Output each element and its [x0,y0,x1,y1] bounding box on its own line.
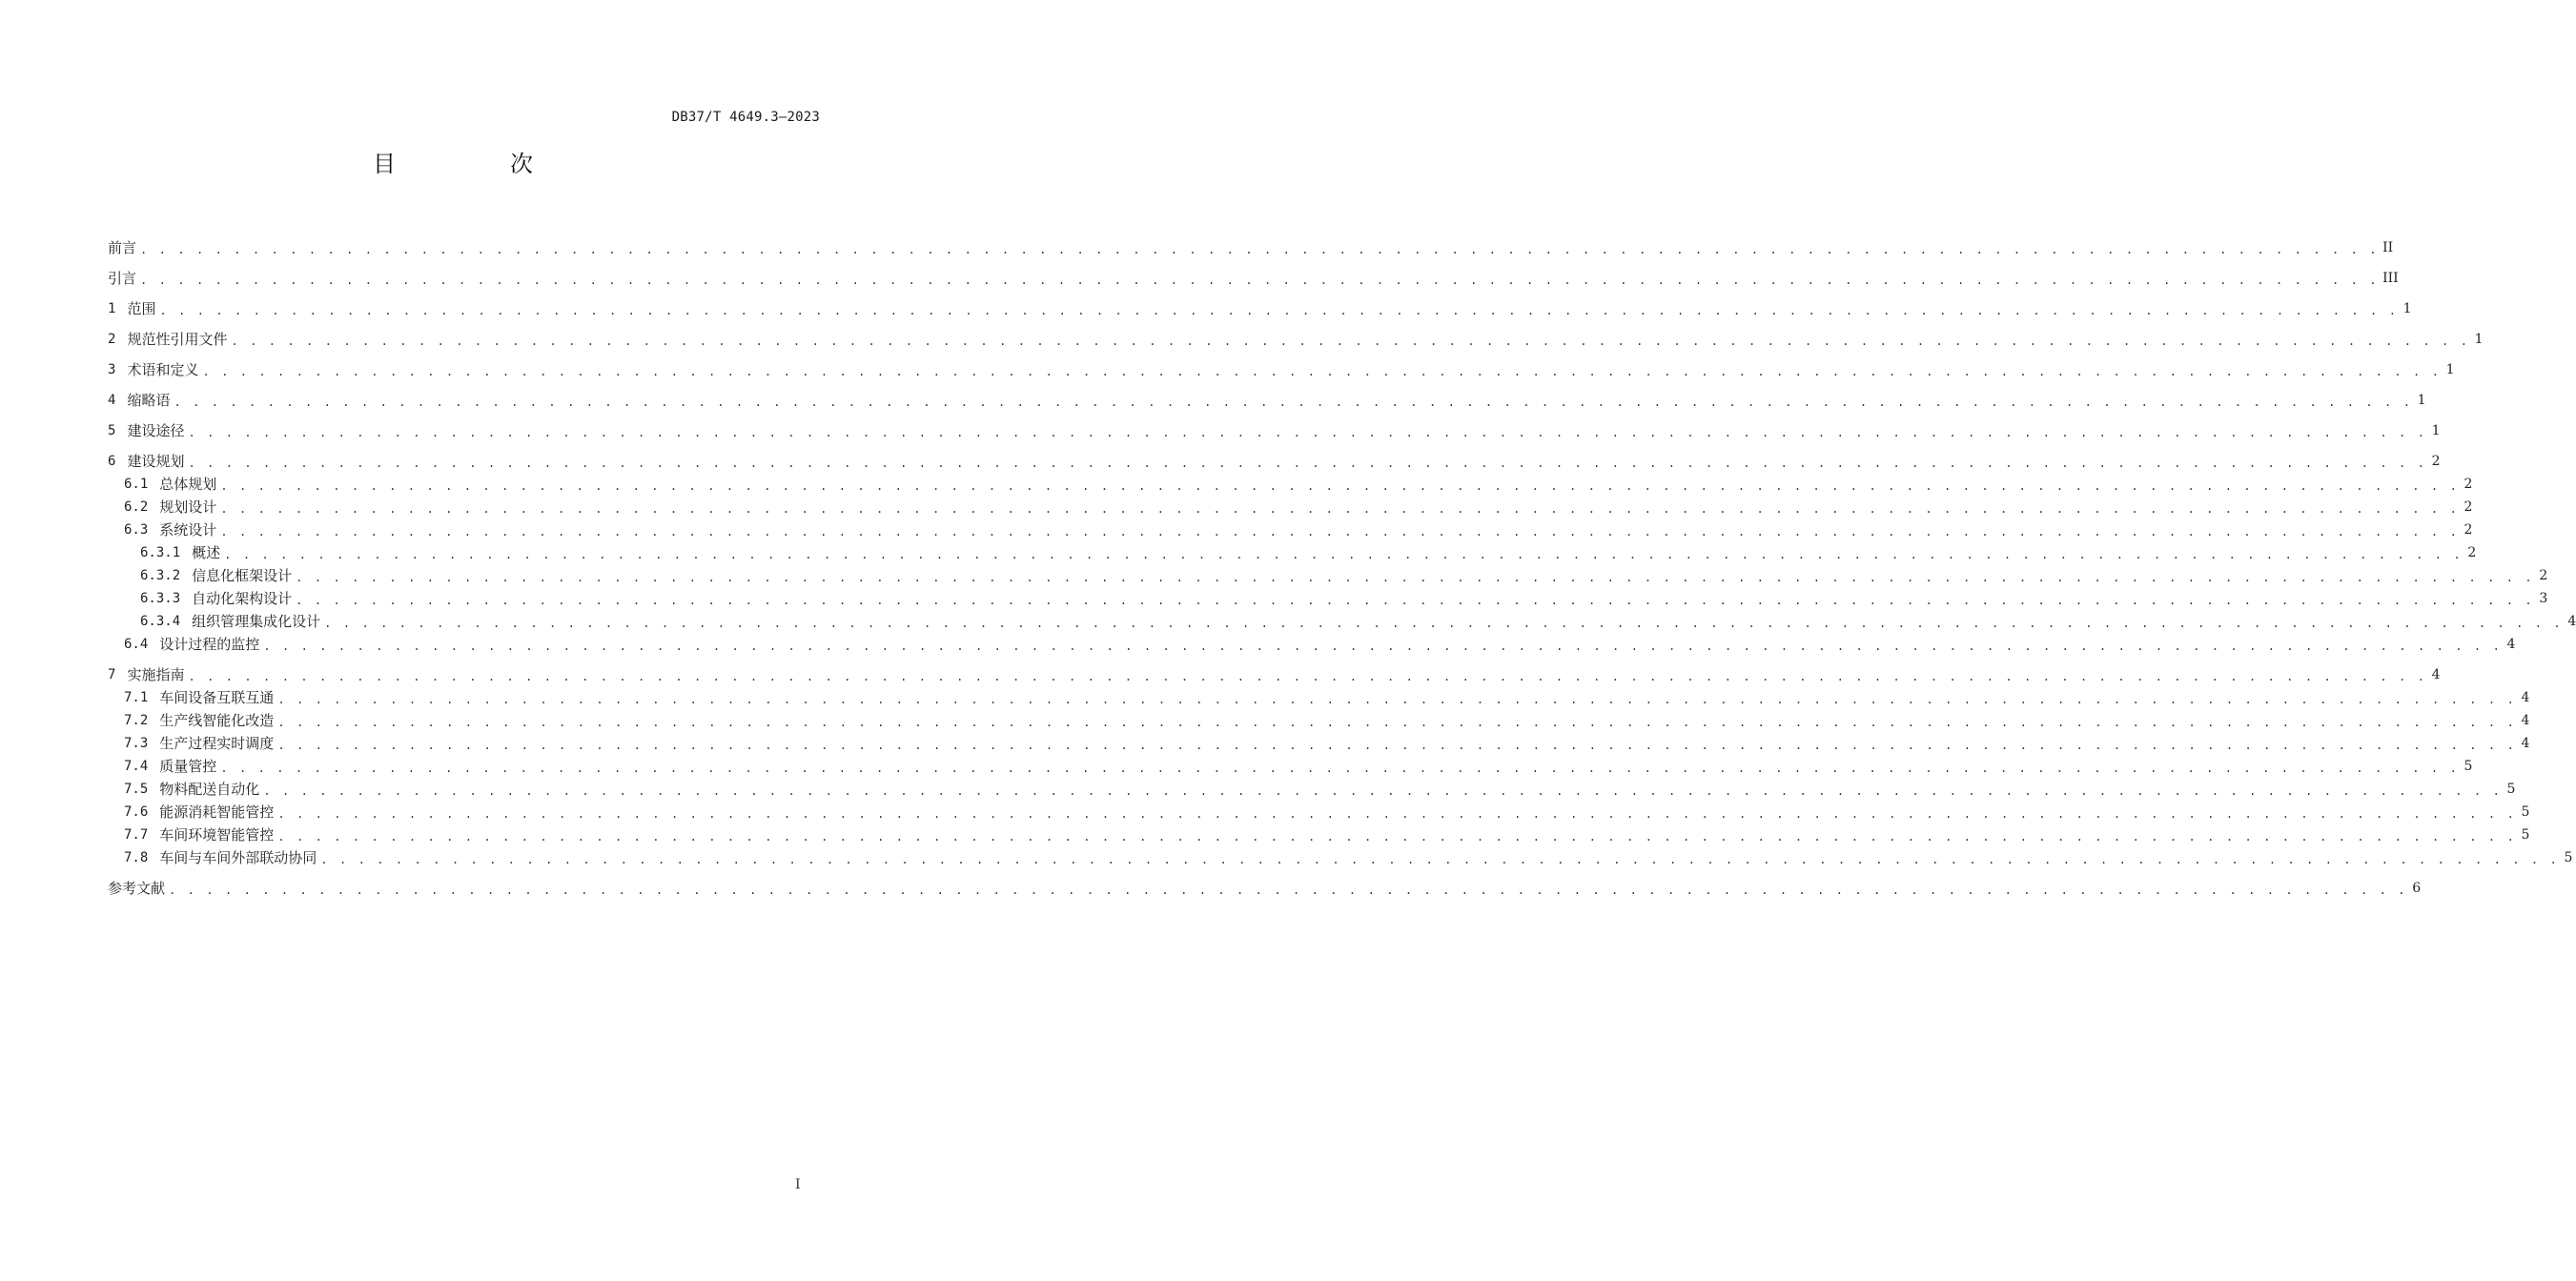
toc-entry-number: 6 [108,454,116,469]
toc-entry-page: 3 [2539,591,2548,606]
toc-entry[interactable] [108,349,2455,379]
toc-entry[interactable] [108,318,2484,349]
toc-entry-label: 建设途径 [127,422,185,439]
toc-entry-number: 7.5 [124,782,149,797]
toc-entry-page: 4 [2506,637,2516,652]
toc-entry-label: 概述 [192,544,221,561]
toc-entry[interactable] [108,776,2516,799]
toc-entry-label: 参考文献 [108,880,166,897]
toc-entry-number: 7.7 [124,827,149,843]
toc-entry[interactable] [108,440,2441,471]
toc-entry-number: 7.2 [124,713,149,728]
page-title: 目 次 [373,151,579,177]
toc-entry-page: 1 [2417,393,2426,408]
toc-entry-page: 5 [2506,782,2516,797]
toc-entry[interactable] [108,631,2516,654]
dot-leader: . . . . . . . . . . . . . . . . . . . . . . . . . . . . . . . . . . . . . . . . . . . . . . . . . . . . . . . . . . . . . . . . . . . . . . . . . . . . . . . . . . . . . . . . . . . . . . . . . . . . . . . . . . . . . . . . . . . . . . . . [220,762,2460,775]
toc-entry-page: 2 [2431,454,2441,469]
toc-entry-number: 6.2 [124,499,149,515]
toc-entry-label: 实施指南 [127,666,185,683]
toc-entry[interactable] [108,494,2473,517]
toc-entry[interactable] [108,517,2473,539]
toc-entry-label: 规划设计 [159,498,217,516]
toc-entry-label: 术语和定义 [127,361,199,378]
toc-entry-label: 引言 [108,270,137,287]
toc-entry-page: 5 [2521,804,2530,820]
toc-entry-page: 4 [2521,736,2530,751]
toc-entry-page: 2 [2539,568,2548,583]
toc-entry-label: 前言 [108,239,137,256]
toc-entry-number: 6.4 [124,637,149,652]
toc-entry[interactable] [108,730,2530,753]
toc-entry-page: III [2382,271,2399,286]
dot-leader: . . . . . . . . . . . . . . . . . . . . . . . . . . . . . . . . . . . . . . . . . . . . . . . . . . . . . . . . . . . . . . . . . . . . . . . . . . . . . . . . . . . . . . . . . . . . . . . . . . . . . . . . . . . . . . . . . . . . . . . . [169,884,2408,897]
toc-entry-label: 质量管控 [159,758,217,775]
toc-entry-label: 生产线智能化改造 [159,712,275,729]
toc-entry[interactable] [108,288,2412,318]
dot-leader: . . . . . . . . . . . . . . . . . . . . . . . . . . . . . . . . . . . . . . . . . . . . . . . . . . . . . . . . . . . . . . . . . . . . . . . . . . . . . . . . . . . . . . . . . . . . . . . . . . . . . . . . . . . . . . . . . . . . . . . . [159,304,2399,317]
toc-entry-label: 车间环境智能管控 [159,826,275,844]
toc-entry-page: 1 [2402,301,2412,316]
toc-entry[interactable] [108,753,2473,776]
toc-entry-page: 5 [2521,827,2530,843]
toc-entry-label: 生产过程实时调度 [159,735,275,752]
toc-entry-page: 4 [2567,614,2576,629]
toc-entry-number: 2 [108,332,116,347]
toc-entry-number: 7.8 [124,850,149,865]
toc-entry[interactable] [108,799,2530,822]
toc-entry-number: 7.4 [124,759,149,774]
toc-entry[interactable] [108,654,2441,684]
toc-entry-page: 2 [2467,545,2477,560]
dot-leader: . . . . . . . . . . . . . . . . . . . . . . . . . . . . . . . . . . . . . . . . . . . . . . . . . . . . . . . . . . . . . . . . . . . . . . . . . . . . . . . . . . . . . . . . . . . . . . . . . . . . . . . . . . . . . . . . . . . . . . . . [224,548,2464,561]
toc-entry-label: 缩略语 [127,392,171,409]
toc-entry-label: 车间与车间外部联动协同 [159,849,317,866]
footer-page-number: I [795,1177,801,1192]
toc-entry-page: 5 [2464,759,2473,774]
toc-entry-label: 车间设备互联互通 [159,689,275,706]
toc-entry-label: 设计过程的监控 [159,636,260,653]
toc-entry-label: 能源消耗智能管控 [159,803,275,821]
toc-entry-number: 6.3.2 [140,568,181,583]
dot-leader: . . . . . . . . . . . . . . . . . . . . . . . . . . . . . . . . . . . . . . . . . . . . . . . . . . . . . . . . . . . . . . . . . . . . . . . . . . . . . . . . . . . . . . . . . . . . . . . . . . . . . . . . . . . . . . . . . . . . . . . . [220,479,2460,493]
dot-leader: . . . . . . . . . . . . . . . . . . . . . . . . . . . . . . . . . . . . . . . . . . . . . . . . . . . . . . . . . . . . . . . . . . . . . . . . . . . . . . . . . . . . . . . . . . . . . . . . . . . . . . . . . . . . . . . . . . . . . . . . [263,640,2503,653]
toc-entry[interactable] [108,822,2530,844]
toc-entry-number: 7 [108,667,116,682]
toc-entry[interactable] [108,585,2548,608]
toc-entry-page: 6 [2412,881,2422,896]
toc-entry-number: 7.3 [124,736,149,751]
toc-entry-page: 2 [2464,499,2473,515]
toc-entry-page: 2 [2464,522,2473,538]
dot-leader: . . . . . . . . . . . . . . . . . . . . . . . . . . . . . . . . . . . . . . . . . . . . . . . . . . . . . . . . . . . . . . . . . . . . . . . . . . . . . . . . . . . . . . . . . . . . . . . . . . . . . . . . . . . . . . . . . . . . . . . . [277,739,2517,752]
toc-entry-label: 建设规划 [127,453,185,470]
table-of-contents [108,227,2576,898]
dot-leader: . . . . . . . . . . . . . . . . . . . . . . . . . . . . . . . . . . . . . . . . . . . . . . . . . . . . . . . . . . . . . . . . . . . . . . . . . . . . . . . . . . . . . . . . . . . . . . . . . . . . . . . . . . . . . . . . . . . . . . . . [174,396,2413,409]
toc-entry-page: 4 [2431,667,2441,682]
toc-entry-label: 组织管理集成化设计 [192,613,321,630]
toc-entry[interactable] [108,684,2530,707]
toc-entry-page: 1 [2445,362,2455,377]
toc-entry-page: 4 [2521,690,2530,705]
toc-entry[interactable] [108,562,2548,585]
toc-entry-page: 4 [2521,713,2530,728]
toc-entry-page: 1 [2431,423,2441,438]
toc-entry-number: 1 [108,301,116,316]
toc-entry[interactable] [108,257,2399,288]
dot-leader: . . . . . . . . . . . . . . . . . . . . . . . . . . . . . . . . . . . . . . . . . . . . . . . . . . . . . . . . . . . . . . . . . . . . . . . . . . . . . . . . . . . . . . . . . . . . . . . . . . . . . . . . . . . . . . . . . . . . . . . . [220,525,2460,539]
toc-entry-label: 信息化框架设计 [192,567,293,584]
toc-entry-number: 6.3 [124,522,149,538]
document-id: DB37/T 4649.3—2023 [671,110,820,125]
toc-entry-page: 2 [2464,477,2473,492]
dot-leader: . . . . . . . . . . . . . . . . . . . . . . . . . . . . . . . . . . . . . . . . . . . . . . . . . . . . . . . . . . . . . . . . . . . . . . . . . . . . . . . . . . . . . . . . . . . . . . . . . . . . . . . . . . . . . . . . . . . . . . . . [231,335,2470,348]
toc-entry-label: 规范性引用文件 [127,331,228,348]
dot-leader: . . . . . . . . . . . . . . . . . . . . . . . . . . . . . . . . . . . . . . . . . . . . . . . . . . . . . . . . . . . . . . . . . . . . . . . . . . . . . . . . . . . . . . . . . . . . . . . . . . . . . . . . . . . . . . . . . . . . . . . . [324,617,2564,630]
dot-leader: . . . . . . . . . . . . . . . . . . . . . . . . . . . . . . . . . . . . . . . . . . . . . . . . . . . . . . . . . . . . . . . . . . . . . . . . . . . . . . . . . . . . . . . . . . . . . . . . . . . . . . . . . . . . . . . . . . . . . . . . [220,502,2460,516]
toc-entry[interactable] [108,867,2422,898]
dot-leader: . . . . . . . . . . . . . . . . . . . . . . . . . . . . . . . . . . . . . . . . . . . . . . . . . . . . . . . . . . . . . . . . . . . . . . . . . . . . . . . . . . . . . . . . . . . . . . . . . . . . . . . . . . . . . . . . . . . . . . . . [277,807,2517,821]
toc-entry-page: 1 [2474,332,2484,347]
toc-entry-number: 6.3.3 [140,591,181,606]
toc-entry-label: 范围 [127,300,156,317]
toc-entry-page: 5 [2564,850,2573,865]
dot-leader: . . . . . . . . . . . . . . . . . . . . . . . . . . . . . . . . . . . . . . . . . . . . . . . . . . . . . . . . . . . . . . . . . . . . . . . . . . . . . . . . . . . . . . . . . . . . . . . . . . . . . . . . . . . . . . . . . . . . . . . . [140,243,2380,256]
toc-entry[interactable] [108,539,2477,562]
toc-entry[interactable] [108,410,2441,440]
dot-leader: . . . . . . . . . . . . . . . . . . . . . . . . . . . . . . . . . . . . . . . . . . . . . . . . . . . . . . . . . . . . . . . . . . . . . . . . . . . . . . . . . . . . . . . . . . . . . . . . . . . . . . . . . . . . . . . . . . . . . . . . [320,853,2560,866]
toc-entry-label: 系统设计 [159,521,217,539]
toc-entry-number: 6.3.4 [140,614,181,629]
toc-entry-number: 7.6 [124,804,149,820]
toc-entry[interactable] [108,608,2576,631]
dot-leader: . . . . . . . . . . . . . . . . . . . . . . . . . . . . . . . . . . . . . . . . . . . . . . . . . . . . . . . . . . . . . . . . . . . . . . . . . . . . . . . . . . . . . . . . . . . . . . . . . . . . . . . . . . . . . . . . . . . . . . . . [296,594,2535,607]
dot-leader: . . . . . . . . . . . . . . . . . . . . . . . . . . . . . . . . . . . . . . . . . . . . . . . . . . . . . . . . . . . . . . . . . . . . . . . . . . . . . . . . . . . . . . . . . . . . . . . . . . . . . . . . . . . . . . . . . . . . . . . . [202,365,2442,378]
toc-entry-label: 自动化架构设计 [192,590,293,607]
toc-entry-number: 6.3.1 [140,545,181,560]
dot-leader: . . . . . . . . . . . . . . . . . . . . . . . . . . . . . . . . . . . . . . . . . . . . . . . . . . . . . . . . . . . . . . . . . . . . . . . . . . . . . . . . . . . . . . . . . . . . . . . . . . . . . . . . . . . . . . . . . . . . . . . . [277,716,2517,729]
dot-leader: . . . . . . . . . . . . . . . . . . . . . . . . . . . . . . . . . . . . . . . . . . . . . . . . . . . . . . . . . . . . . . . . . . . . . . . . . . . . . . . . . . . . . . . . . . . . . . . . . . . . . . . . . . . . . . . . . . . . . . . . [188,457,2427,470]
toc-entry-label: 总体规划 [159,476,217,493]
toc-entry-label: 物料配送自动化 [159,781,260,798]
dot-leader: . . . . . . . . . . . . . . . . . . . . . . . . . . . . . . . . . . . . . . . . . . . . . . . . . . . . . . . . . . . . . . . . . . . . . . . . . . . . . . . . . . . . . . . . . . . . . . . . . . . . . . . . . . . . . . . . . . . . . . . . [188,670,2427,683]
toc-entry[interactable] [108,471,2473,494]
toc-entry-number: 6.1 [124,477,149,492]
toc-entry-number: 4 [108,393,116,408]
toc-entry-page: II [2382,240,2394,255]
dot-leader: . . . . . . . . . . . . . . . . . . . . . . . . . . . . . . . . . . . . . . . . . . . . . . . . . . . . . . . . . . . . . . . . . . . . . . . . . . . . . . . . . . . . . . . . . . . . . . . . . . . . . . . . . . . . . . . . . . . . . . . . [140,274,2380,287]
dot-leader: . . . . . . . . . . . . . . . . . . . . . . . . . . . . . . . . . . . . . . . . . . . . . . . . . . . . . . . . . . . . . . . . . . . . . . . . . . . . . . . . . . . . . . . . . . . . . . . . . . . . . . . . . . . . . . . . . . . . . . . . [296,571,2535,584]
dot-leader: . . . . . . . . . . . . . . . . . . . . . . . . . . . . . . . . . . . . . . . . . . . . . . . . . . . . . . . . . . . . . . . . . . . . . . . . . . . . . . . . . . . . . . . . . . . . . . . . . . . . . . . . . . . . . . . . . . . . . . . . [277,830,2517,844]
toc-entry[interactable] [108,707,2530,730]
toc-entry[interactable] [108,379,2426,410]
toc-entry-number: 3 [108,362,116,377]
dot-leader: . . . . . . . . . . . . . . . . . . . . . . . . . . . . . . . . . . . . . . . . . . . . . . . . . . . . . . . . . . . . . . . . . . . . . . . . . . . . . . . . . . . . . . . . . . . . . . . . . . . . . . . . . . . . . . . . . . . . . . . . [263,784,2503,798]
dot-leader: . . . . . . . . . . . . . . . . . . . . . . . . . . . . . . . . . . . . . . . . . . . . . . . . . . . . . . . . . . . . . . . . . . . . . . . . . . . . . . . . . . . . . . . . . . . . . . . . . . . . . . . . . . . . . . . . . . . . . . . . [188,426,2427,439]
toc-entry[interactable] [108,227,2394,257]
dot-leader: . . . . . . . . . . . . . . . . . . . . . . . . . . . . . . . . . . . . . . . . . . . . . . . . . . . . . . . . . . . . . . . . . . . . . . . . . . . . . . . . . . . . . . . . . . . . . . . . . . . . . . . . . . . . . . . . . . . . . . . . [277,693,2517,706]
toc-entry[interactable] [108,844,2573,867]
toc-entry-number: 7.1 [124,690,149,705]
toc-entry-number: 5 [108,423,116,438]
